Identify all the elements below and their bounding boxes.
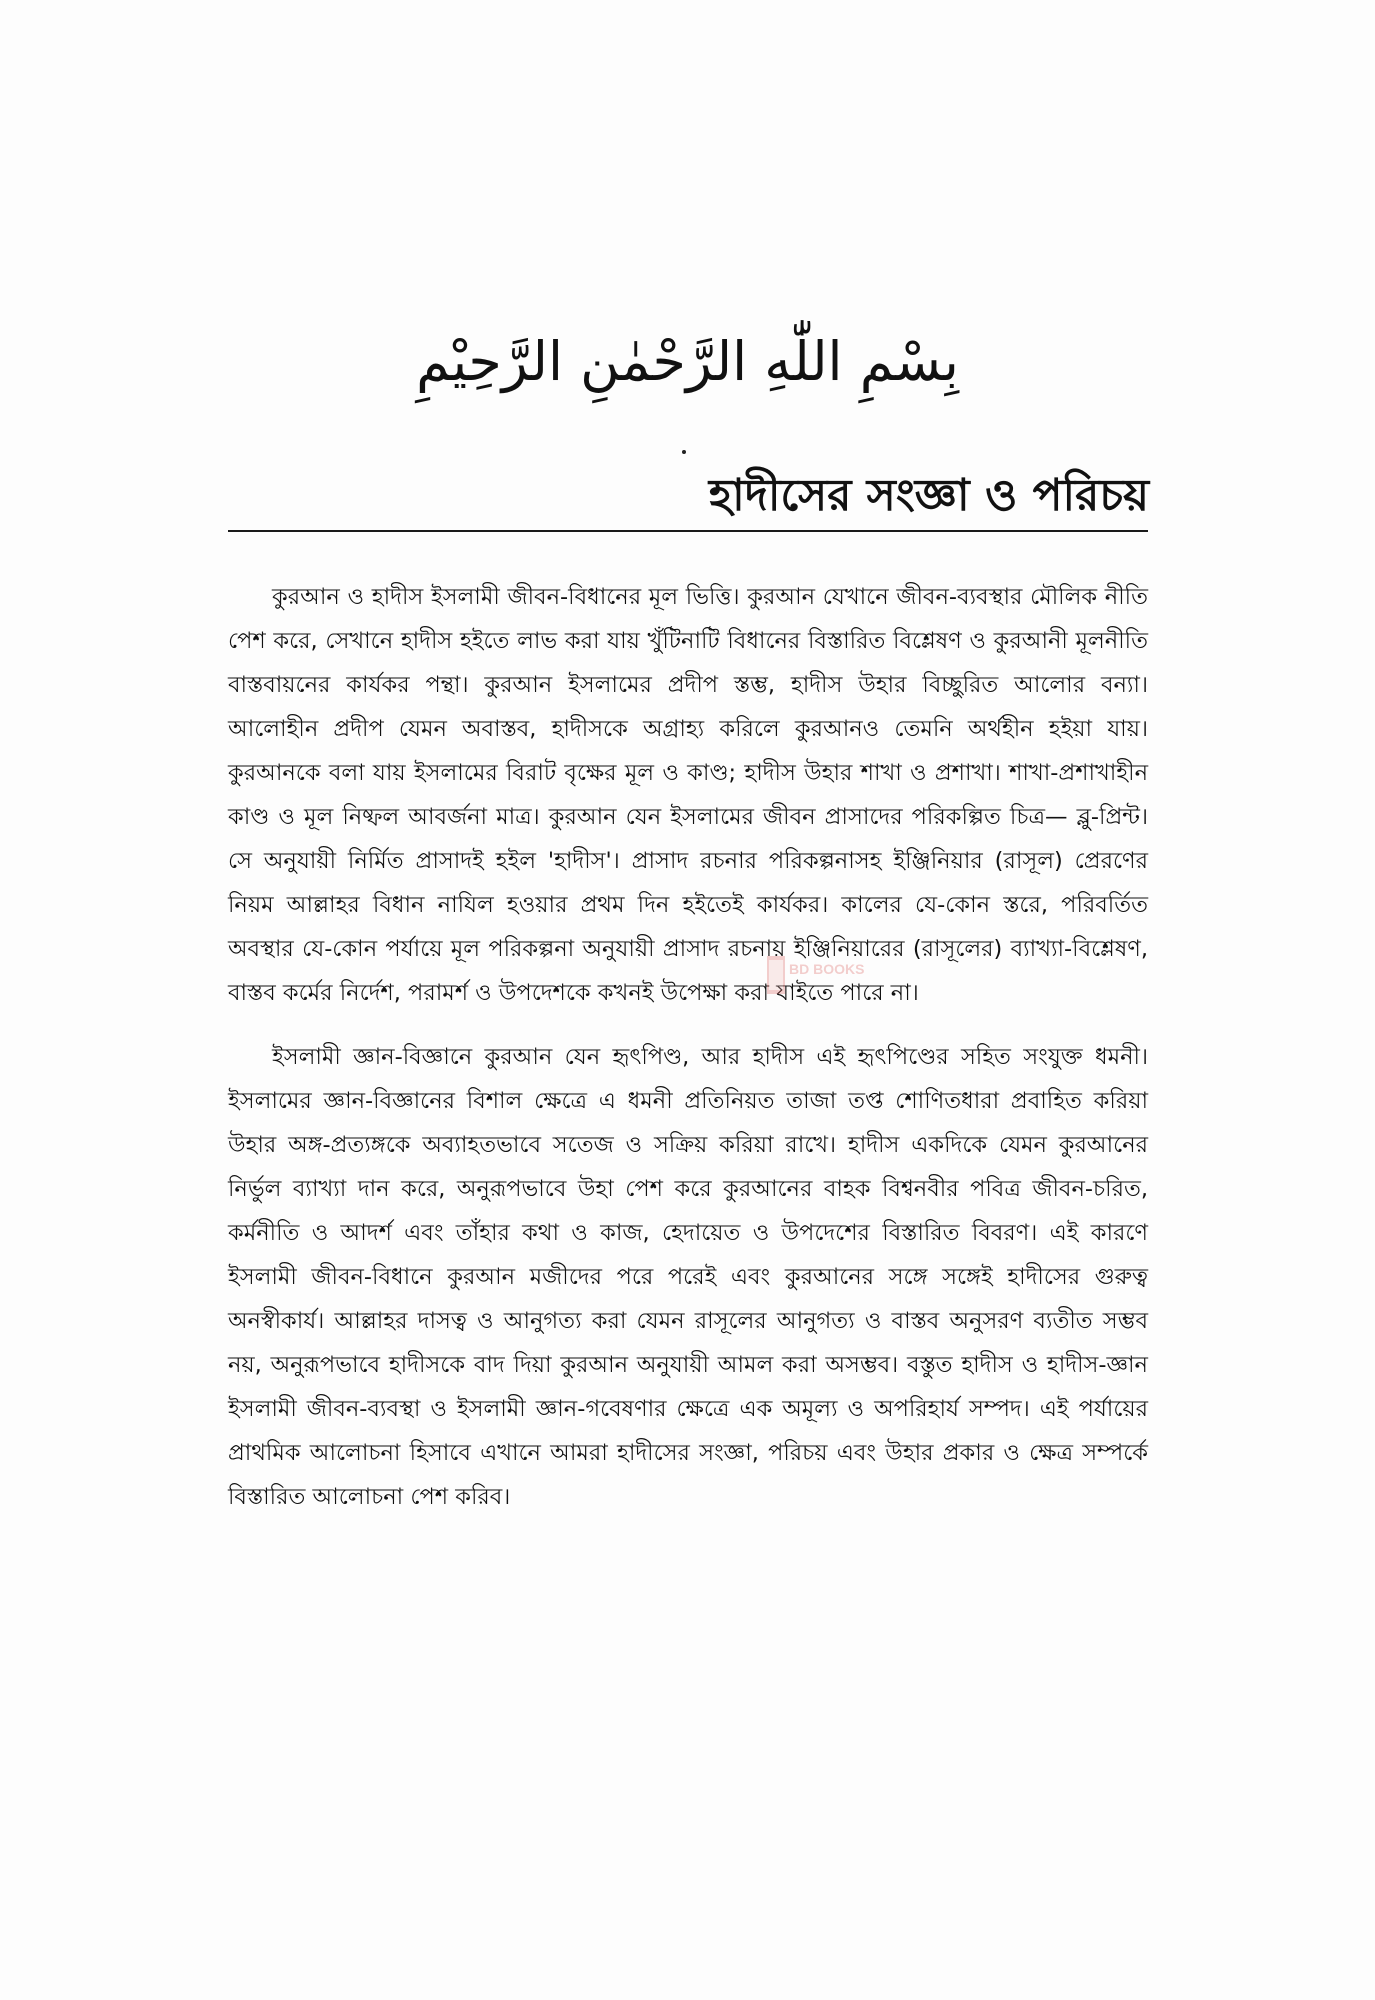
paragraph-2: ইসলামী জ্ঞান-বিজ্ঞানে কুরআন যেন হৃৎপিণ্ড, আর হাদীস এই হৃৎপিণ্ডের সহিত সংযুক্ত ধমনী। ইসলামের জ্ঞান-বিজ্ঞানের বিশাল ক্ষেত্রে এ ধমনী প্রতিনিয়ত তাজা তপ্ত শোণিতধারা প্রবাহিত করিয়া উহার অঙ্গ-প্রত্যঙ্গকে অব্যাহতভাবে সতেজ ও সক্রিয় করিয়া রাখে। হাদীস একদিকে যেমন কুরআনের নির্ভুল ব্যাখ্যা দান করে, অনুরূপভাবে উহা পেশ করে কুরআনের বাহক বিশ্বনবীর পবিত্র জীবন-চরিত, কর্মনীতি ও আদর্শ এবং তাঁহার কথা ও কাজ, হেদায়েত ও উপদেশের বিস্তারিত বিবরণ। এই কারণে ইসলামী জীবন-বিধানে কুরআন মজীদের পরে পরেই এবং কুরআনের সঙ্গে সঙ্গেই হাদীসের গুরুত্ব অনস্বীকার্য। আল্লাহর দাসত্ব ও আনুগত্য করা যেমন রাসূলের আনুগত্য ও বাস্তব অনুসরণ ব্যতীত সম্ভব নয়, অনুরূপভাবে হাদীসকে বাদ দিয়া কুরআন অনুযায়ী আমল করা অসম্ভব। বস্তুত হাদীস ও হাদীস-জ্ঞান ইসলামী জীবন-ব্যবস্থা ও ইসলামী জ্ঞান-গবেষণার ক্ষেত্রে এক অমূল্য ও অপরিহার্য সম্পদ। এই পর্যায়ের প্রাথমিক আলোচনা হিসাবে এখানে আমরা হাদীসের সংজ্ঞা, পরিচয় এবং উহার প্রকার ও ক্ষেত্র সম্পর্কে বিস্তারিত আলোচনা পেশ করিব। [228, 1044, 1148, 1510]
title-underline [228, 530, 1148, 532]
bismillah-heading: بِسْمِ اللّٰهِ الرَّحْمٰنِ الرَّحِيْمِ [416, 330, 959, 393]
watermark-text: BD BOOKS [789, 961, 865, 977]
chapter-title: হাদীসের সংজ্ঞা ও পরিচয় [708, 470, 1149, 521]
paragraph-1: কুরআন ও হাদীস ইসলামী জীবন-বিধানের মূল ভিত্তি। কুরআন যেখানে জীবন-ব্যবস্থার মৌলিক নীতি পেশ করে, সেখানে হাদীস হইতে লাভ করা যায় খুঁটিনাটি বিধানের বিস্তারিত বিশ্লেষণ ও কুরআনী মূলনীতি বাস্তবায়নের কার্যকর পন্থা। কুরআন ইসলামের প্রদীপ স্তম্ভ, হাদীস উহার বিচ্ছুরিত আলোর বন্যা। আলোহীন প্রদীপ যেমন অবাস্তব, হাদীসকে অগ্রাহ্য করিলে কুরআনও তেমনি অর্থহীন হইয়া যায়। কুরআনকে বলা যায় ইসলামের বিরাট বৃক্ষের মূল ও কাণ্ড; হাদীস উহার শাখা ও প্রশাখা। শাখা-প্রশাখাহীন কাণ্ড ও মূল নিষ্ফল আবর্জনা মাত্র। কুরআন যেন ইসলামের জীবন প্রাসাদের পরিকল্পিত চিত্র— ব্লু-প্রিন্ট। সে অনুযায়ী নির্মিত প্রাসাদই হইল 'হাদীস'। প্রাসাদ রচনার পরিকল্পনাসহ ইঞ্জিনিয়ার (রাসূল) প্রেরণের নিয়ম আল্লাহর বিধান নাযিল হওয়ার প্রথম দিন হইতেই কার্যকর। কালের যে-কোন স্তরে, পরিবর্তিত অবস্থার যে-কোন পর্যায়ে মূল পরিকল্পনা অনুযায়ী প্রাসাদ রচনায় ইঞ্জিনিয়ারের (রাসূলের) ব্যাখ্যা-বিশ্লেষণ, বাস্তব কর্মের নির্দেশ, পরামর্শ ও উপদেশকে কখনই উপেক্ষা করা যাইতে পারে না। [228, 584, 1148, 1006]
body-text [228, 575, 1148, 1539]
ornament-dot [682, 450, 686, 454]
